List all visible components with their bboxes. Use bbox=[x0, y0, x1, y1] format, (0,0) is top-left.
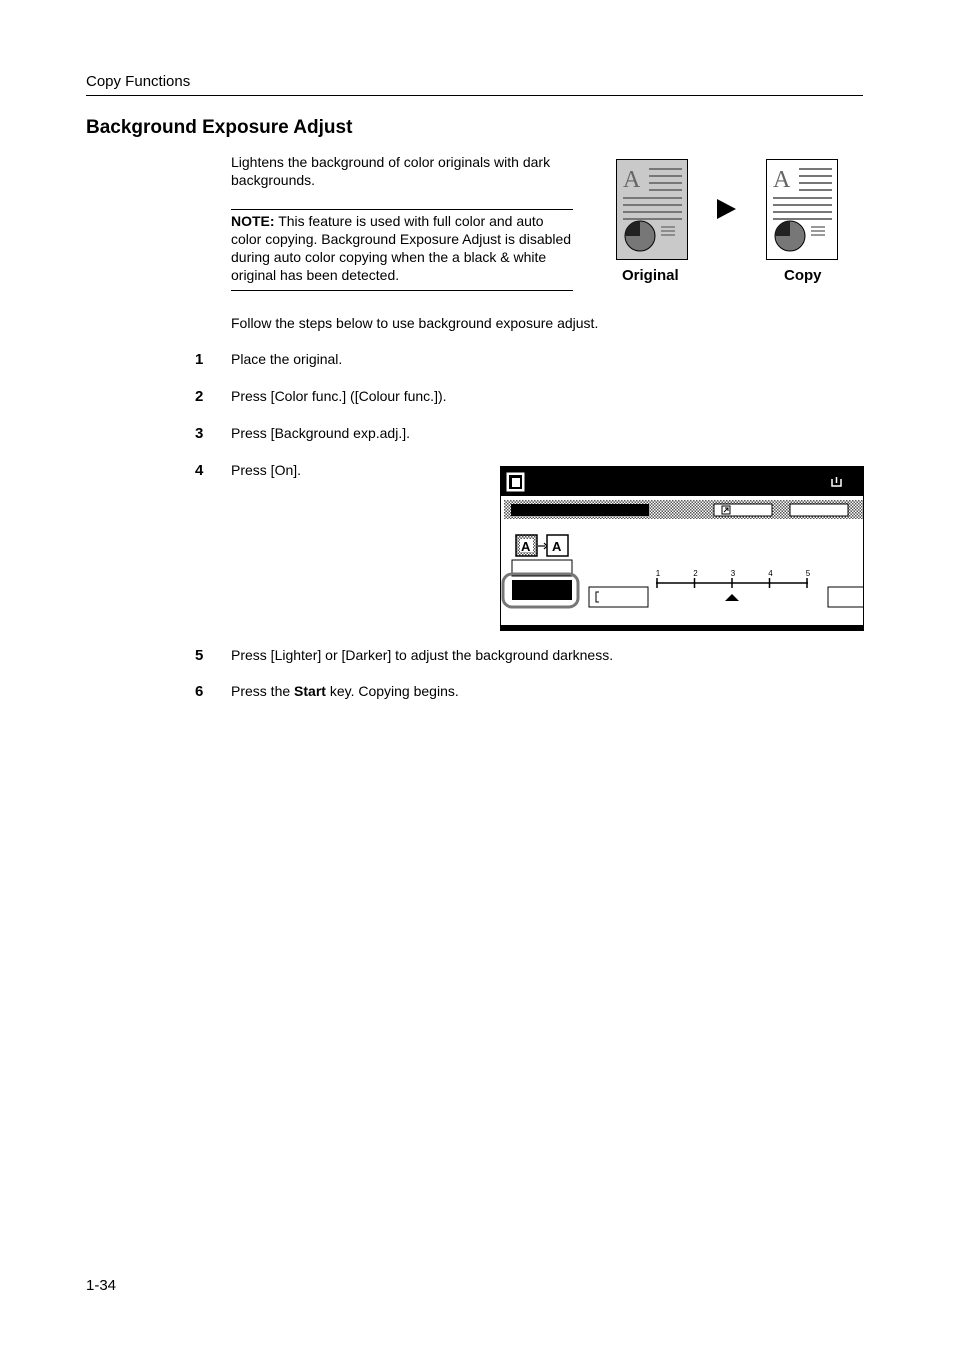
original-document-icon bbox=[617, 160, 687, 259]
step-number: 4 bbox=[195, 462, 204, 479]
shortcut-button[interactable] bbox=[714, 504, 772, 516]
exposure-level-marker bbox=[725, 594, 739, 601]
note-bottom-rule bbox=[231, 290, 573, 291]
section-title: Background Exposure Adjust bbox=[86, 117, 353, 138]
follow-instruction: Follow the steps below to use background exposure adjust. bbox=[231, 315, 599, 331]
intro-paragraph: Lightens the background of color originals with dark backgrounds. bbox=[231, 154, 551, 188]
scale-tick-label: 2 bbox=[693, 569, 698, 578]
touch-panel-screen bbox=[500, 466, 864, 631]
note-top-rule bbox=[231, 209, 573, 210]
header-divider bbox=[86, 95, 863, 96]
step-text: Press [Lighter] or [Darker] to adjust the background darkness. bbox=[231, 647, 614, 663]
step-text bbox=[231, 683, 459, 699]
step-number: 2 bbox=[195, 388, 204, 405]
note-text: This feature is used with full color and auto color copying. Background Exposure Adjust is disabled during auto color copying when the a black & white original has been detected. bbox=[231, 213, 572, 283]
copy-document-icon bbox=[767, 160, 837, 259]
step-number: 6 bbox=[195, 683, 204, 700]
note-block bbox=[231, 212, 576, 284]
panel-title-bar bbox=[501, 467, 863, 496]
copy-mode-icon bbox=[506, 472, 525, 492]
svg-text:A: A bbox=[552, 539, 562, 554]
close-button[interactable] bbox=[790, 504, 848, 516]
step-text: Press [On]. bbox=[231, 462, 302, 478]
step-number: 1 bbox=[195, 351, 204, 368]
copy-document-illustration bbox=[766, 159, 838, 260]
scale-tick-label: 5 bbox=[805, 569, 811, 578]
step-text-prefix: Press the bbox=[231, 683, 295, 699]
original-caption: Original bbox=[622, 267, 679, 284]
note-label: NOTE: bbox=[231, 213, 275, 229]
on-button[interactable] bbox=[512, 580, 572, 600]
running-header: Copy Functions bbox=[86, 73, 191, 90]
copy-caption: Copy bbox=[784, 267, 822, 284]
step-text: Place the original. bbox=[231, 351, 343, 367]
panel-setting-title bbox=[511, 504, 649, 516]
original-document-illustration bbox=[616, 159, 688, 260]
panel-illustration bbox=[501, 467, 863, 630]
step-text: Press [Color func.] ([Colour func.]). bbox=[231, 388, 447, 404]
step-number: 5 bbox=[195, 647, 204, 664]
scale-tick-label: 3 bbox=[730, 569, 736, 578]
page-number: 1-34 bbox=[86, 1277, 117, 1294]
arrow-right-icon bbox=[717, 199, 736, 219]
doc-letter: A bbox=[773, 167, 791, 193]
exposure-scale-ticks bbox=[656, 569, 811, 588]
lighter-button[interactable] bbox=[589, 587, 648, 607]
scale-tick-label: 4 bbox=[768, 569, 773, 578]
panel-bottom-bar bbox=[501, 625, 863, 630]
step-text: Press [Background exp.adj.]. bbox=[231, 425, 410, 441]
step-text-suffix: key. Copying begins. bbox=[325, 683, 459, 699]
svg-text:A: A bbox=[521, 539, 531, 554]
background-exposure-icon bbox=[516, 535, 568, 556]
doc-letter: A bbox=[623, 167, 641, 193]
darker-button[interactable] bbox=[828, 587, 863, 607]
scale-tick-label: 1 bbox=[655, 569, 661, 578]
step-number: 3 bbox=[195, 425, 204, 442]
start-key-label: Start bbox=[294, 683, 326, 699]
